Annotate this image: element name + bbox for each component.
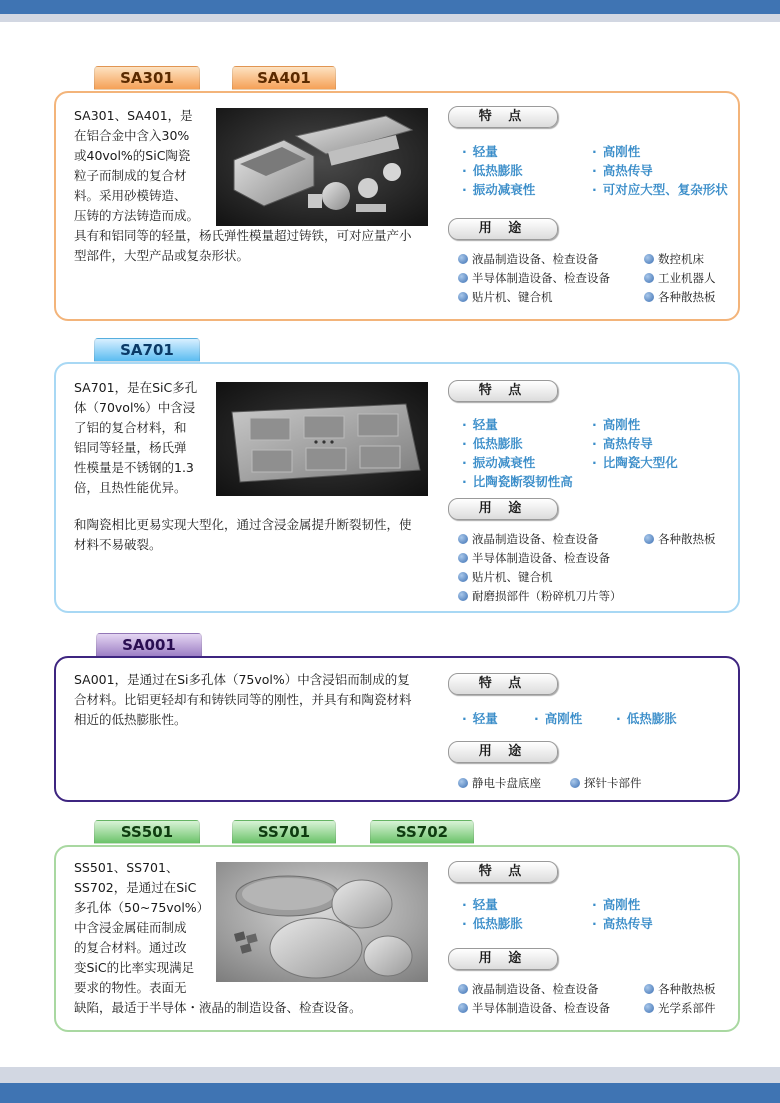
feature-item: · 轻量 (462, 711, 498, 726)
use-item: 半导体制造设备、检查设备 (458, 1000, 610, 1016)
feature-item: · 振动减衰性 (462, 455, 536, 470)
description-long: 缺陷，最适于半导体・液晶的制造设备、检查设备。 (74, 1000, 362, 1015)
description-short: SA701，是在SiC多孔 体（70vol%）中含浸 了铝的复合材料，和 铝同等轻量，杨氏弹 性模量是不锈钢的1.3 倍，且热性能优异。 (74, 380, 198, 495)
feature-item: · 高刚性 (534, 711, 583, 726)
bullet-icon (644, 254, 654, 264)
feature-item: · 低热膨胀 (462, 163, 523, 178)
top-band (0, 0, 780, 14)
description-long: 具有和铝同等的轻量，杨氏弹性模量超过铸铁，可对应量产小 型部件，大型产品或复杂形状。 (74, 228, 412, 263)
use-item: 数控机床 (644, 251, 704, 267)
tab-sa001: SA001 (96, 633, 202, 657)
feature-item: · 比陶瓷大型化 (592, 455, 678, 470)
feature-item: · 低热膨胀 (616, 711, 677, 726)
feature-item: · 振动减衰性 (462, 182, 536, 197)
feature-item: · 高刚性 (592, 897, 641, 912)
tab-ss501: SS501 (94, 820, 200, 844)
description-short: SS501、SS701、 SS702，是通过在SiC 多孔体（50~75vol%） 中含浸金属硅而制成 的复合材料。通过改 变SiC的比率实现满足 要求的物性。表面无 (74, 860, 210, 995)
uses-label: 用 途 (448, 218, 558, 240)
features-label: 特 点 (448, 380, 558, 402)
use-item: 静电卡盘底座 (458, 775, 541, 791)
uses-label: 用 途 (448, 741, 558, 763)
feature-item: · 轻量 (462, 897, 498, 912)
bottom-band (0, 1083, 780, 1103)
feature-item: · 高热传导 (592, 916, 653, 931)
use-item: 各种散热板 (644, 531, 716, 547)
bullet-icon (644, 292, 654, 302)
feature-item: · 可对应大型、复杂形状 (592, 182, 728, 197)
top-band-light (0, 14, 780, 22)
bullet-icon (458, 553, 468, 563)
bullet-icon (458, 591, 468, 601)
bullet-icon (458, 778, 468, 788)
tab-sa701: SA701 (94, 338, 200, 362)
feature-item: · 轻量 (462, 417, 498, 432)
features-label: 特 点 (448, 106, 558, 128)
bullet-icon (458, 254, 468, 264)
feature-item: · 比陶瓷断裂韧性高 (462, 474, 573, 489)
use-item: 贴片机、键合机 (458, 569, 553, 585)
tab-sa401: SA401 (232, 66, 336, 90)
use-item: 工业机器人 (644, 270, 716, 286)
bullet-icon (458, 273, 468, 283)
bullet-icon (644, 534, 654, 544)
use-item: 光学系部件 (644, 1000, 716, 1016)
use-item: 液晶制造设备、检查设备 (458, 251, 599, 267)
bullet-icon (644, 273, 654, 283)
bullet-icon (644, 984, 654, 994)
bullet-icon (570, 778, 580, 788)
discs-photo (216, 862, 428, 982)
feature-item: · 低热膨胀 (462, 436, 523, 451)
use-item: 液晶制造设备、检查设备 (458, 531, 599, 547)
bullet-icon (458, 984, 468, 994)
bullet-icon (458, 292, 468, 302)
description-long: 和陶瓷相比更易实现大型化，通过含浸金属提升断裂韧性，使 材料不易破裂。 (74, 517, 412, 552)
features-label: 特 点 (448, 861, 558, 883)
uses-label: 用 途 (448, 948, 558, 970)
description-long: SA001，是通过在Si多孔体（75vol%）中含浸铝而制成的复 合材料。比铝更轻却有和铸铁同等的刚性，并具有和陶瓷材料 相近的低热膨胀性。 (74, 672, 412, 727)
use-item: 半导体制造设备、检查设备 (458, 550, 610, 566)
use-item: 贴片机、键合机 (458, 289, 553, 305)
use-item: 各种散热板 (644, 289, 716, 305)
bottom-band-light (0, 1067, 780, 1083)
feature-item: · 高刚性 (592, 144, 641, 159)
feature-item: · 低热膨胀 (462, 916, 523, 931)
tab-ss701: SS701 (232, 820, 336, 844)
feature-item: · 高刚性 (592, 417, 641, 432)
tab-ss702: SS702 (370, 820, 474, 844)
tab-sa301: SA301 (94, 66, 200, 90)
use-item: 耐磨损部件（粉碎机刀片等） (458, 588, 622, 604)
bullet-icon (458, 534, 468, 544)
bullet-icon (458, 1003, 468, 1013)
bullet-icon (458, 572, 468, 582)
bullet-icon (644, 1003, 654, 1013)
uses-label: 用 途 (448, 498, 558, 520)
feature-item: · 高热传导 (592, 163, 653, 178)
description-short: SA301、SA401，是 在铝合金中含入30% 或40vol%的SiC陶瓷 粒子而制成的复合材 料。采用砂模铸造、 压铸的方法铸造而成。 (74, 108, 200, 223)
features-label: 特 点 (448, 673, 558, 695)
feature-item: · 轻量 (462, 144, 498, 159)
use-item: 各种散热板 (644, 981, 716, 997)
use-item: 探针卡部件 (570, 775, 642, 791)
feature-item: · 高热传导 (592, 436, 653, 451)
cast-parts-photo (216, 108, 428, 226)
use-item: 半导体制造设备、检查设备 (458, 270, 610, 286)
use-item: 液晶制造设备、检查设备 (458, 981, 599, 997)
plate-photo (216, 382, 428, 496)
